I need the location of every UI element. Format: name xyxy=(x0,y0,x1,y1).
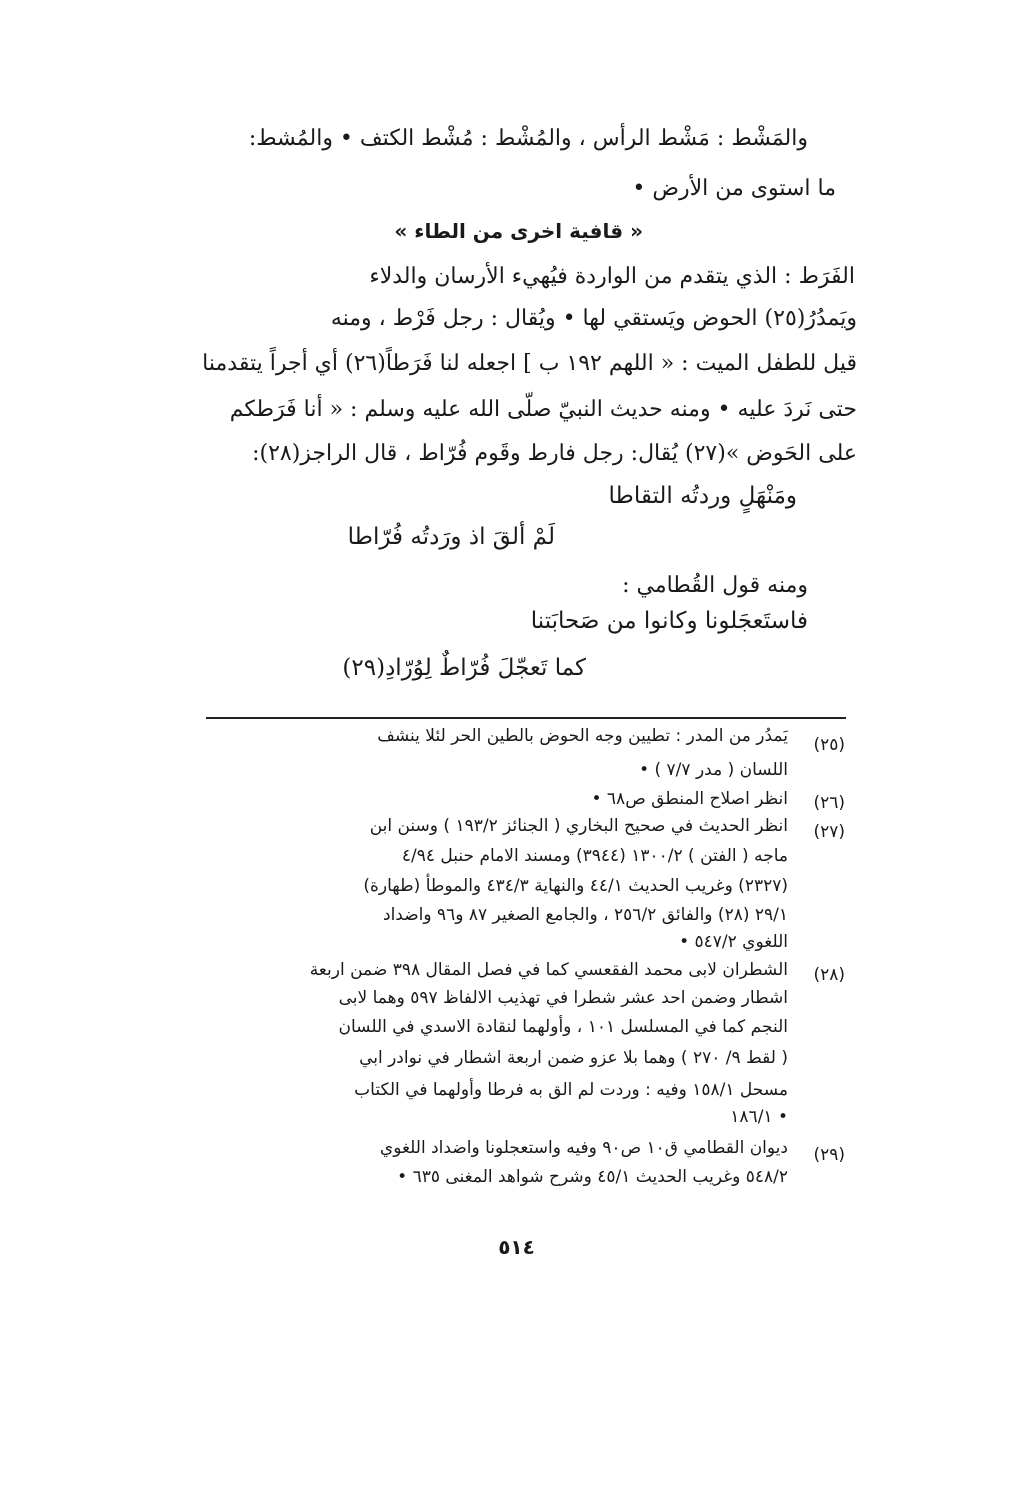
footnote-25-line-1: يَمدُر من المدر : تطيين وجه الحوض بالطين الحر لئلا ينشف xyxy=(377,726,788,746)
footnote-number: (٢٨) xyxy=(813,965,845,985)
footnote-27-line-4: ٢٩/١ (٢٨) والفائق ٢٥٦/٢ ، والجامع الصغير ٨٧ و٩٦ واضداد xyxy=(383,905,788,925)
footnote-27-line-1: انظر الحديث في صحيح البخاري ( الجنائز ١٩٣/٢ ) وسنن ابن xyxy=(369,816,788,836)
footnote-26-line-1: انظر اصلاح المنطق ص٦٨ • xyxy=(591,789,788,809)
footnote-28-line-4: ( لقط ٩/ ٢٧٠ ) وهما بلا عزو ضمن اربعة اشطار في نوادر ابي xyxy=(359,1048,788,1068)
footnote-separator xyxy=(206,717,846,719)
footnote-28-line-2: اشطار وضمن احد عشر شطرا في تهذيب الالفاظ ٥٩٧ وهما لابى xyxy=(338,988,788,1008)
footnote-25-line-2: اللسان ( مدر ٧/٧ ) • xyxy=(639,760,788,780)
verse2-line-1: فاستَعجَلونا وكانوا من صَحابَتنا xyxy=(530,608,808,634)
footnote-number: (٢٦) xyxy=(813,793,845,813)
footnote-28-line-5: مسحل ١٥٨/١ وفيه : وردت لم الق به فرطا وأولهما في الكتاب xyxy=(354,1080,788,1100)
body-line-1: والمَشْط : مَشْط الرأس ، والمُشْط : مُشْط الكتف • والمُشط: xyxy=(248,126,808,151)
paragraph-line-3: قيل للطفل الميت : « اللهم ١٩٢ ب ] اجعله لنا فَرَطاً(٢٦) أي أجراً يتقدمنا xyxy=(202,351,857,376)
section-heading: « قافية اخرى من الطاء » xyxy=(394,219,643,243)
footnote-28-line-1: الشطران لابى محمد الفقعسي كما في فصل المقال ٣٩٨ ضمن اربعة xyxy=(309,960,788,980)
footnote-number: (٢٥) xyxy=(813,735,845,755)
footnote-29-line-1: ديوان القطامي ق١٠ ص٩٠ وفيه واستعجلونا واضداد اللغوي xyxy=(379,1138,788,1158)
page-number: ٥١٤ xyxy=(498,1235,535,1259)
paragraph-line-1: الفَرَط : الذي يتقدم من الواردة فيُهيء الأرسان والدلاء xyxy=(369,264,855,289)
verse2-intro: ومنه قول القُطامي : xyxy=(622,573,808,598)
footnote-27-line-2: ماجه ( الفتن ) ١٣٠٠/٢ (٣٩٤٤) ومسند الامام حنبل ٤/٩٤ xyxy=(401,846,788,866)
verse1-line-1: ومَنْهَلٍ وردتُه التقاطا xyxy=(608,483,797,509)
footnote-27-line-5: اللغوي ٥٤٧/٢ • xyxy=(679,932,788,952)
paragraph-line-2: ويَمدُرُ(٢٥) الحوض ويَستقي لها • ويُقال : رجل فَرْط ، ومنه xyxy=(330,306,857,331)
verse1-line-2: لَمْ ألقَ اذ ورَدتُه فُرّاطا xyxy=(347,524,555,550)
verse2-line-2: كما تَعجّلَ فُرّاطٌ لِوُرّادِ(٢٩) xyxy=(342,655,586,681)
footnote-28-line-6: ١٨٦/١ • xyxy=(730,1107,788,1127)
paragraph-line-5: على الحَوض »(٢٧) يُقال: رجل فارط وقَوم فُرّاط ، قال الراجز(٢٨): xyxy=(252,441,857,466)
footnote-27-line-3: (٢٣٢٧) وغريب الحديث ٤٤/١ والنهاية ٤٣٤/٣ والموطأ (طهارة) xyxy=(363,876,788,896)
footnote-number: (٢٧) xyxy=(813,822,845,842)
footnote-number: (٢٩) xyxy=(813,1145,845,1165)
footnote-29-line-2: ٥٤٨/٢ وغريب الحديث ٤٥/١ وشرح شواهد المغنى ٦٣٥ • xyxy=(397,1167,788,1187)
paragraph-line-4: حتى نَردَ عليه • ومنه حديث النبيّ صلّى الله عليه وسلم : « أنا فَرَطكم xyxy=(229,397,857,422)
body-line-2: ما استوى من الأرض • xyxy=(632,176,836,201)
footnote-28-line-3: النجم كما في المسلسل ١٠١ ، وأولهما لنقادة الاسدي في اللسان xyxy=(338,1017,788,1037)
